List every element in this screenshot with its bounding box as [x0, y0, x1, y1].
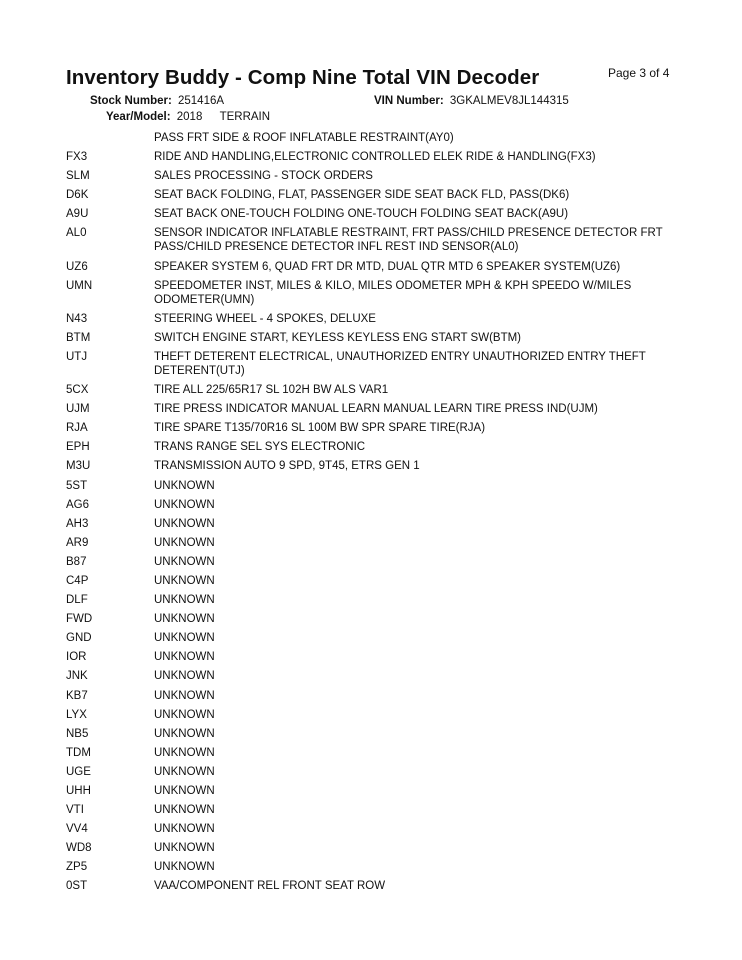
vin-number [374, 95, 569, 107]
option-code: KB7 [66, 689, 88, 702]
table-row [66, 188, 686, 202]
table-row [66, 498, 686, 512]
option-description: SEAT BACK FOLDING, FLAT, PASSENGER SIDE SEAT BACK FLD, PASS(DK6) [154, 189, 570, 202]
option-code: ZP5 [66, 861, 88, 874]
table-row [66, 822, 686, 836]
table-row [66, 803, 686, 817]
option-code: A9U [66, 208, 89, 221]
option-code: AL0 [66, 227, 87, 240]
option-description: TRANS RANGE SEL SYS ELECTRONIC [154, 441, 366, 454]
option-description: PASS FRT SIDE & ROOF INFLATABLE RESTRAINT(AY0) [154, 132, 454, 144]
option-code: UJM [66, 403, 90, 416]
page-title: Inventory Buddy - Comp Nine Total VIN Decoder [66, 66, 540, 89]
option-code: UGE [66, 765, 91, 778]
option-code: UTJ [66, 350, 88, 363]
option-code: 5CX [66, 384, 89, 397]
option-description: VAA/COMPONENT REL FRONT SEAT ROW [154, 880, 386, 893]
table-row [66, 350, 686, 378]
page-number: Page 3 of 4 [608, 66, 670, 80]
table-row [66, 383, 686, 397]
option-description: SPEAKER SYSTEM 6, QUAD FRT DR MTD, DUAL QTR MTD 6 SPEAKER SYSTEM(UZ6) [154, 260, 621, 273]
option-code-list [66, 131, 686, 899]
vin-number-label: VIN Number: [374, 95, 444, 107]
option-description: UNKNOWN [154, 727, 215, 740]
table-row [66, 650, 686, 664]
table-row [66, 536, 686, 550]
option-description: UNKNOWN [154, 842, 215, 855]
option-description: UNKNOWN [154, 555, 215, 568]
option-code: FX3 [66, 151, 88, 164]
option-code [66, 131, 154, 145]
option-description: STEERING WHEEL - 4 SPOKES, DELUXE [154, 312, 376, 325]
option-description: UNKNOWN [154, 823, 215, 836]
table-row [66, 746, 686, 760]
table-row [66, 689, 686, 703]
table-row [66, 131, 686, 145]
option-code: AG6 [66, 498, 90, 511]
option-code: GND [66, 632, 92, 645]
table-row [66, 708, 686, 722]
table-row [66, 169, 686, 183]
table-row [66, 226, 686, 254]
option-description: UNKNOWN [154, 479, 215, 492]
year-model-label: Year/Model: [106, 111, 171, 123]
option-code: DLF [66, 594, 88, 607]
option-code: WD8 [66, 842, 92, 855]
table-row [66, 517, 686, 531]
option-code: EPH [66, 441, 90, 454]
option-code: RJA [66, 422, 88, 435]
option-code: VV4 [66, 823, 88, 836]
table-row [66, 331, 686, 345]
option-code: 0ST [66, 880, 88, 893]
option-code: N43 [66, 312, 88, 325]
option-description: UNKNOWN [154, 689, 215, 702]
option-description: UNKNOWN [154, 746, 215, 759]
option-code: NB5 [66, 727, 89, 740]
table-row [66, 612, 686, 626]
option-description: TRANSMISSION AUTO 9 SPD, 9T45, ETRS GEN 1 [154, 460, 420, 473]
option-description: UNKNOWN [154, 804, 215, 817]
table-row [66, 402, 686, 416]
option-code: 5ST [66, 479, 88, 492]
option-code: IOR [66, 651, 87, 664]
option-code: UMN [66, 279, 93, 292]
table-row [66, 593, 686, 607]
year-value: 2018 [176, 111, 203, 123]
table-row [66, 784, 686, 798]
option-description: UNKNOWN [154, 632, 215, 645]
option-description: SENSOR INDICATOR INFLATABLE RESTRAINT, FRT PASS/CHILD PRESENCE DETECTOR FRT PASS/CHILD PRESENCE DETECTOR INFL REST IND SENSOR(AL0) [154, 227, 663, 254]
table-row [66, 440, 686, 454]
option-code: B87 [66, 555, 87, 568]
table-row [66, 150, 686, 164]
table-row [66, 841, 686, 855]
table-row [66, 479, 686, 493]
option-description: UNKNOWN [154, 785, 215, 797]
option-description: UNKNOWN [154, 708, 215, 721]
table-row [66, 312, 686, 326]
option-code: FWD [66, 613, 93, 626]
stock-number [90, 95, 224, 107]
option-description: UNKNOWN [154, 613, 215, 626]
table-row [66, 765, 686, 779]
option-code: UZ6 [66, 260, 88, 273]
option-description: SWITCH ENGINE START, KEYLESS KEYLESS ENG START SW(BTM) [154, 331, 522, 344]
option-description: UNKNOWN [154, 670, 215, 683]
option-description: UNKNOWN [154, 594, 215, 607]
option-description: SPEEDOMETER INST, MILES & KILO, MILES ODOMETER MPH & KPH SPEEDO W/MILES ODOMETER(UMN) [154, 279, 632, 306]
table-row [66, 555, 686, 569]
option-description: SEAT BACK ONE-TOUCH FOLDING ONE-TOUCH FOLDING SEAT BACK(A9U) [154, 208, 569, 221]
table-row [66, 631, 686, 645]
option-code: C4P [66, 574, 89, 587]
option-code: LYX [66, 708, 87, 721]
option-description: THEFT DETERENT ELECTRICAL, UNAUTHORIZED ENTRY UNAUTHORIZED ENTRY THEFT DETERENT(UTJ) [154, 350, 646, 377]
option-description: UNKNOWN [154, 498, 215, 511]
option-description: UNKNOWN [154, 517, 215, 530]
model-value: TERRAIN [219, 111, 271, 123]
option-description: TIRE ALL 225/65R17 SL 102H BW ALS VAR1 [154, 384, 389, 397]
option-code: M3U [66, 460, 91, 473]
table-row [66, 669, 686, 683]
stock-number-value: 251416A [178, 95, 225, 107]
table-row [66, 860, 686, 874]
table-row [66, 279, 686, 307]
vin-number-value: 3GKALMEV8JL144315 [449, 95, 569, 107]
option-description: UNKNOWN [154, 536, 215, 549]
option-code: AR9 [66, 536, 89, 549]
option-description: RIDE AND HANDLING,ELECTRONIC CONTROLLED ELEK RIDE & HANDLING(FX3) [154, 151, 596, 164]
option-description: UNKNOWN [154, 651, 215, 664]
table-row [66, 459, 686, 473]
option-description: UNKNOWN [154, 765, 215, 778]
year-model [106, 111, 270, 123]
option-description: SALES PROCESSING - STOCK ORDERS [154, 170, 373, 183]
option-code: UHH [66, 785, 91, 797]
option-code: JNK [66, 670, 88, 683]
option-description: UNKNOWN [154, 574, 215, 587]
option-code: BTM [66, 331, 91, 344]
option-code: TDM [66, 746, 91, 759]
table-row [66, 727, 686, 741]
table-row [66, 574, 686, 588]
stock-number-label: Stock Number: [90, 95, 172, 107]
table-row [66, 879, 686, 893]
option-code: SLM [66, 170, 90, 183]
option-description: UNKNOWN [154, 861, 215, 874]
option-code: AH3 [66, 517, 89, 530]
table-row [66, 260, 686, 274]
option-description: TIRE SPARE T135/70R16 SL 100M BW SPR SPARE TIRE(RJA) [154, 422, 486, 435]
table-row [66, 207, 686, 221]
option-code: D6K [66, 189, 89, 202]
option-description: TIRE PRESS INDICATOR MANUAL LEARN MANUAL LEARN TIRE PRESS IND(UJM) [154, 403, 598, 416]
option-code: VTI [66, 804, 84, 817]
table-row [66, 421, 686, 435]
